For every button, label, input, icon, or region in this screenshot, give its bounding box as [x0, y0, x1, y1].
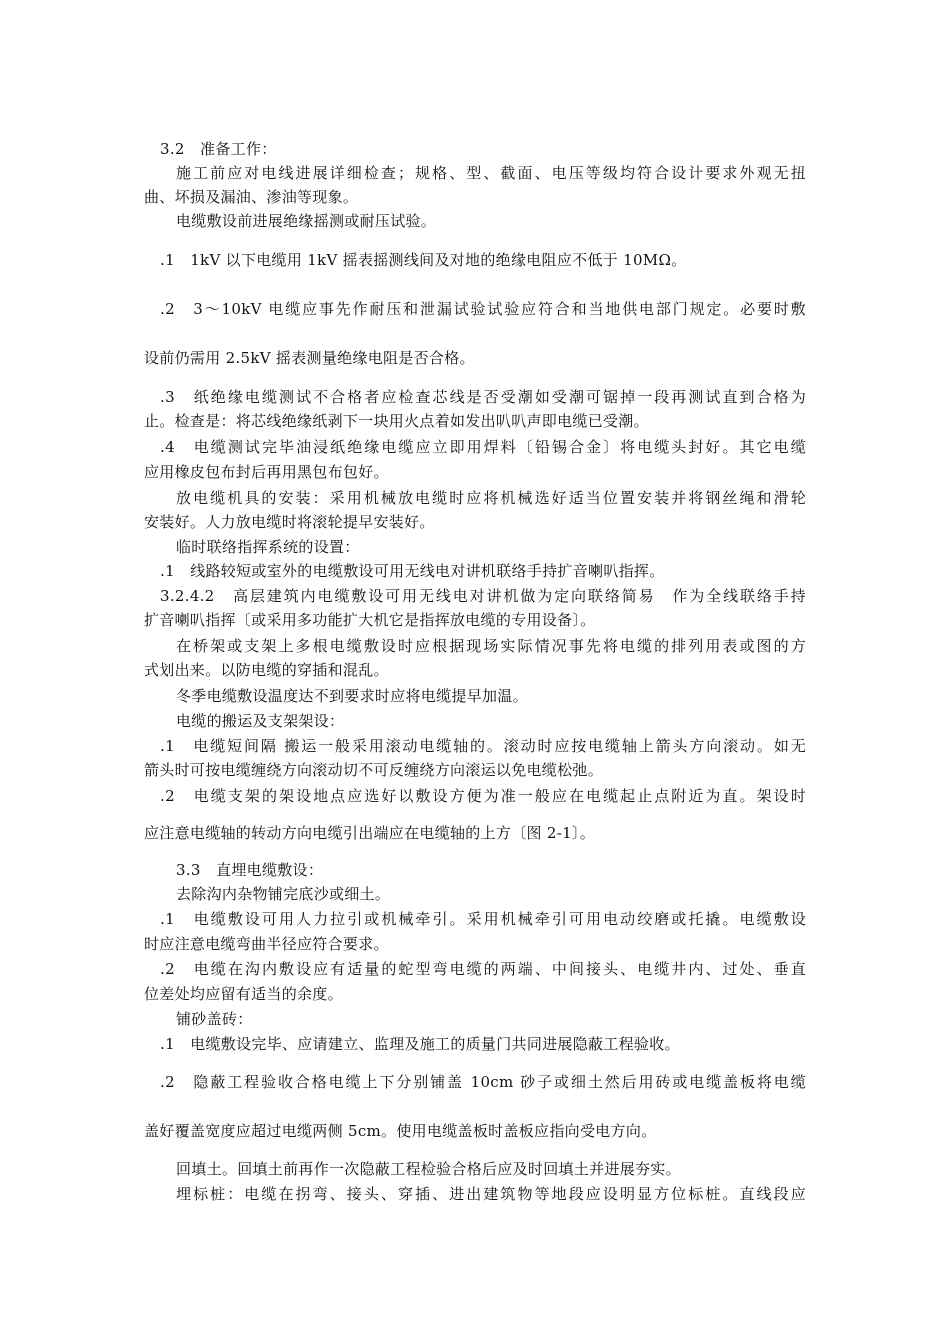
paragraph-line: 放电缆机具的安装：采用机械放电缆时应将机械选好适当位置安装并将钢丝绳和滑轮	[176, 489, 806, 507]
list-item: .2 3～10kV 电缆应事先作耐压和泄漏试验试验应符合和当地供电部门规定。必要时敷	[160, 300, 806, 318]
section-heading-3-2: 3.2 准备工作：	[160, 140, 277, 158]
paragraph-line: 铺砂盖砖：	[176, 1010, 253, 1028]
list-item: .2 电缆在沟内敷设应有适量的蛇型弯电缆的两端、中间接头、电缆井内、过处、垂直	[160, 960, 806, 978]
paragraph-line: 时应注意电缆弯曲半径应符合要求。	[144, 935, 389, 953]
paragraph-line: 止。检查是：将芯线绝缘纸剥下一块用火点着如发出叭叭声即电缆已受潮。	[144, 412, 649, 430]
paragraph-line: 回填土。回填土前再作一次隐蔽工程检验合格后应及时回填土并进展夯实。	[176, 1160, 681, 1178]
section-heading-3-3: 3.3 直埋电缆敷设：	[176, 861, 324, 879]
paragraph-line: 曲、坏损及漏油、渗油等现象。	[144, 188, 359, 206]
paragraph-line: 冬季电缆敷设温度达不到要求时应将电缆提早加温。	[176, 687, 528, 705]
list-item: .1 电缆敷设可用人力拉引或机械牵引。采用机械牵引可用电动绞磨或托撬。电缆敷设	[160, 910, 806, 928]
paragraph-line: 应注意电缆轴的转动方向电缆引出端应在电缆轴的上方〔图 2-1〕。	[144, 824, 596, 842]
paragraph-line: 位差处均应留有适当的余度。	[144, 985, 343, 1003]
list-item: .1 电缆敷设完毕、应请建立、监理及施工的质量门共同进展隐蔽工程验收。	[160, 1035, 680, 1053]
paragraph-line: 在桥架或支架上多根电缆敷设时应根据现场实际情况事先将电缆的排列用表或图的方	[176, 637, 806, 655]
paragraph-line: 设前仍需用 2.5kV 摇表测量绝缘电阻是否合格。	[144, 349, 475, 367]
paragraph-line: 电缆敷设前进展绝缘摇测或耐压试验。	[176, 212, 437, 230]
list-item: .2 电缆支架的架设地点应选好以敷设方便为准一般应在电缆起止点附近为直。架设时	[160, 787, 806, 805]
paragraph-line: 箭头时可按电缆缠绕方向滚动切不可反缠绕方向滚运以免电缆松弛。	[144, 761, 604, 779]
list-item: .1 线路较短或室外的电缆敷设可用无线电对讲机联络手持扩音喇叭指挥。	[160, 562, 665, 580]
paragraph-line: 盖好覆盖宽度应超过电缆两侧 5cm。使用电缆盖板时盖板应指向受电方向。	[144, 1122, 657, 1140]
list-item: 3.2.4.2 高层建筑内电缆敷设可用无线电对讲机做为定向联络简易 作为全线联络手持	[160, 587, 806, 605]
list-item: .1 电缆短间隔 搬运一般采用滚动电缆轴的。滚动时应按电缆轴上箭头方向滚动。如无	[160, 737, 806, 755]
paragraph-line: 去除沟内杂物铺完底沙或细土。	[176, 885, 391, 903]
paragraph-line: 扩音喇叭指挥〔或采用多功能扩大机它是指挥放电缆的专用设备〕。	[144, 611, 596, 629]
list-item: .4 电缆测试完毕油浸纸绝缘电缆应立即用焊料〔铅锡合金〕将电缆头封好。其它电缆	[160, 438, 806, 456]
paragraph-line: 安装好。人力放电缆时将滚轮提早安装好。	[144, 513, 435, 531]
paragraph-line: 电缆的搬运及支架架设：	[176, 712, 345, 730]
list-item: .2 隐蔽工程验收合格电缆上下分别铺盖 10cm 砂子或细土然后用砖或电缆盖板将电缆	[160, 1073, 806, 1091]
paragraph-line: 应用橡皮包布封后再用黑包布包好。	[144, 463, 389, 481]
paragraph-line: 式划出来。以防电缆的穿插和混乱。	[144, 661, 389, 679]
paragraph-line: 临时联络指挥系统的设置：	[176, 538, 360, 556]
paragraph-line: 埋标桩：电缆在拐弯、接头、穿插、进出建筑物等地段应设明显方位标桩。直线段应	[176, 1185, 806, 1203]
list-item: .1 1kV 以下电缆用 1kV 摇表摇测线间及对地的绝缘电阻应不低于 10MΩ。	[160, 251, 687, 269]
paragraph-line: 施工前应对电线进展详细检查；规格、型、截面、电压等级均符合设计要求外观无扭	[176, 164, 806, 182]
list-item: .3 纸绝缘电缆测试不合格者应检查芯线是否受潮如受潮可锯掉一段再测试直到合格为	[160, 388, 806, 406]
